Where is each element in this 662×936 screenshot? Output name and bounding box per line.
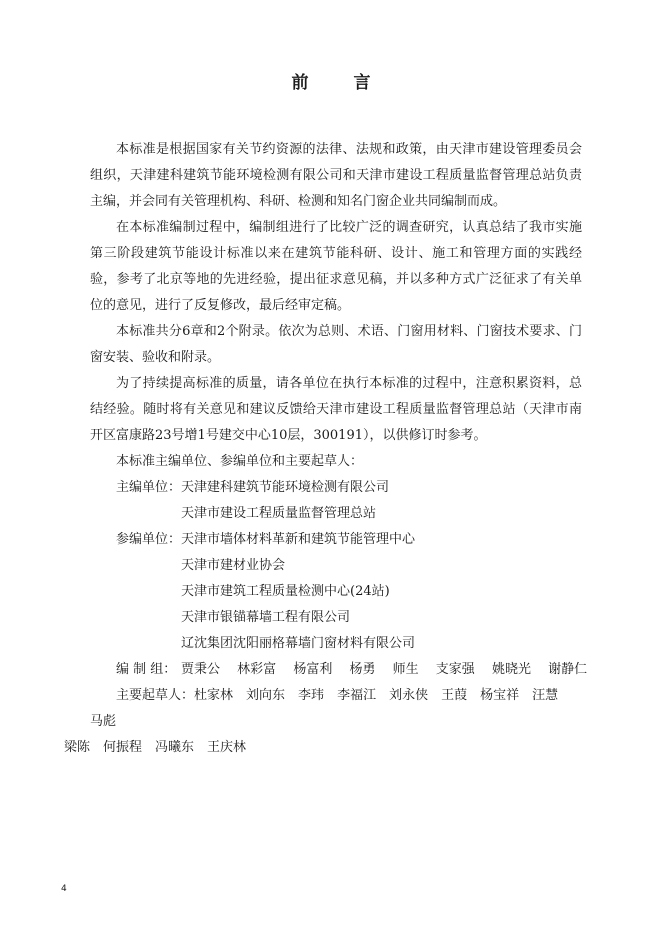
- page-title: 前 言: [291, 73, 385, 93]
- editors-row: [90, 657, 588, 683]
- chief-unit-item: 天津市建设工程质量监督管理总站: [181, 506, 377, 521]
- drafter-name: 冯曦东: [155, 740, 195, 755]
- editor-name: 杨富利: [293, 662, 333, 677]
- participating-unit-item: 天津市银锚幕墙工程有限公司: [181, 610, 351, 625]
- drafter-name: 梁陈: [64, 740, 91, 755]
- editor-name: 林彩富: [237, 662, 277, 677]
- editor-name: 杨勇: [349, 662, 376, 677]
- drafter-name: 刘向东: [246, 688, 286, 703]
- chief-units-label: 主编单位：: [116, 480, 182, 495]
- participating-unit-row: [90, 605, 582, 631]
- participating-unit-row: [90, 527, 582, 553]
- editor-name: 谢静仁: [548, 662, 588, 677]
- drafter-name: 汪慧: [532, 688, 559, 703]
- chief-unit-row: [90, 475, 582, 501]
- editors-label: 编 制 组：: [116, 662, 177, 677]
- drafter-name: 刘永侠: [389, 688, 429, 703]
- chief-unit-item: 天津建科建筑节能环境检测有限公司: [181, 480, 390, 495]
- foreword-body: [64, 137, 588, 761]
- editor-name: 贾秉公: [181, 662, 221, 677]
- chief-unit-row: [90, 501, 582, 527]
- drafter-name: 杜家林: [194, 688, 234, 703]
- drafter-name: 王葭: [441, 688, 468, 703]
- editors-list: [181, 657, 600, 683]
- participating-unit-item: 辽沈集团沈阳丽格幕墙门窗材料有限公司: [181, 636, 416, 651]
- participating-unit-row: [90, 631, 582, 657]
- drafter-name: 马彪: [90, 714, 117, 729]
- drafters-row: [64, 683, 582, 761]
- editor-name: 支家强: [435, 662, 475, 677]
- page-number: 4: [61, 884, 67, 894]
- drafter-name: 李福江: [337, 688, 377, 703]
- editor-name: 姚晓光: [491, 662, 531, 677]
- paragraph-structure: 本标准共分6章和2个附录。依次为总则、术语、门窗用材料、门窗技术要求、门窗安装、验收和附录。: [90, 324, 582, 365]
- paragraph-compilation: 本标准是根据国家有关节约资源的法律、法规和政策，由天津市建设管理委员会组织，天津建科建筑节能环境检测有限公司和天津市建设工程质量监督管理总站负责主编，并会同有关管理机构、科研、检测和知名门窗企业共同编制而成。: [90, 142, 582, 209]
- drafter-name: 何振程: [103, 740, 143, 755]
- drafter-name: 李玮: [298, 688, 325, 703]
- editor-name: 师生: [392, 662, 419, 677]
- paragraph-feedback: 为了持续提高标准的质量，请各单位在执行本标准的过程中，注意积累资料，总结经验。随时将有关意见和建议反馈给天津市建设工程质量监督管理总站（天津市南开区富康路23号增1号建交中心10层，300191），以供修订时参考。: [90, 376, 582, 443]
- paragraph-units-intro: 本标准主编单位、参编单位和主要起草人：: [116, 454, 364, 469]
- participating-unit-item: 天津市建材业协会: [181, 558, 286, 573]
- participating-units-label: 参编单位：: [116, 532, 182, 547]
- participating-unit-row: [90, 579, 582, 605]
- drafters-label: 主要起草人：: [116, 688, 195, 703]
- participating-unit-row: [90, 553, 582, 579]
- paragraph-process: 在本标准编制过程中，编制组进行了比较广泛的调查研究，认真总结了我市实施第三阶段建筑节能设计标准以来在建筑节能科研、设计、施工和管理方面的实践经验，参考了北京等地的先进经验，提出征求意见稿，并以多种方式广泛征求了有关单位的意见，进行了反复修改，最后经审定稿。: [90, 220, 582, 313]
- drafter-name: 杨宝祥: [480, 688, 520, 703]
- participating-unit-item: 天津市墙体材料革新和建筑节能管理中心: [181, 532, 416, 547]
- participating-unit-item: 天津市建筑工程质量检测中心(24站): [181, 584, 390, 599]
- drafter-name: 王庆林: [207, 740, 247, 755]
